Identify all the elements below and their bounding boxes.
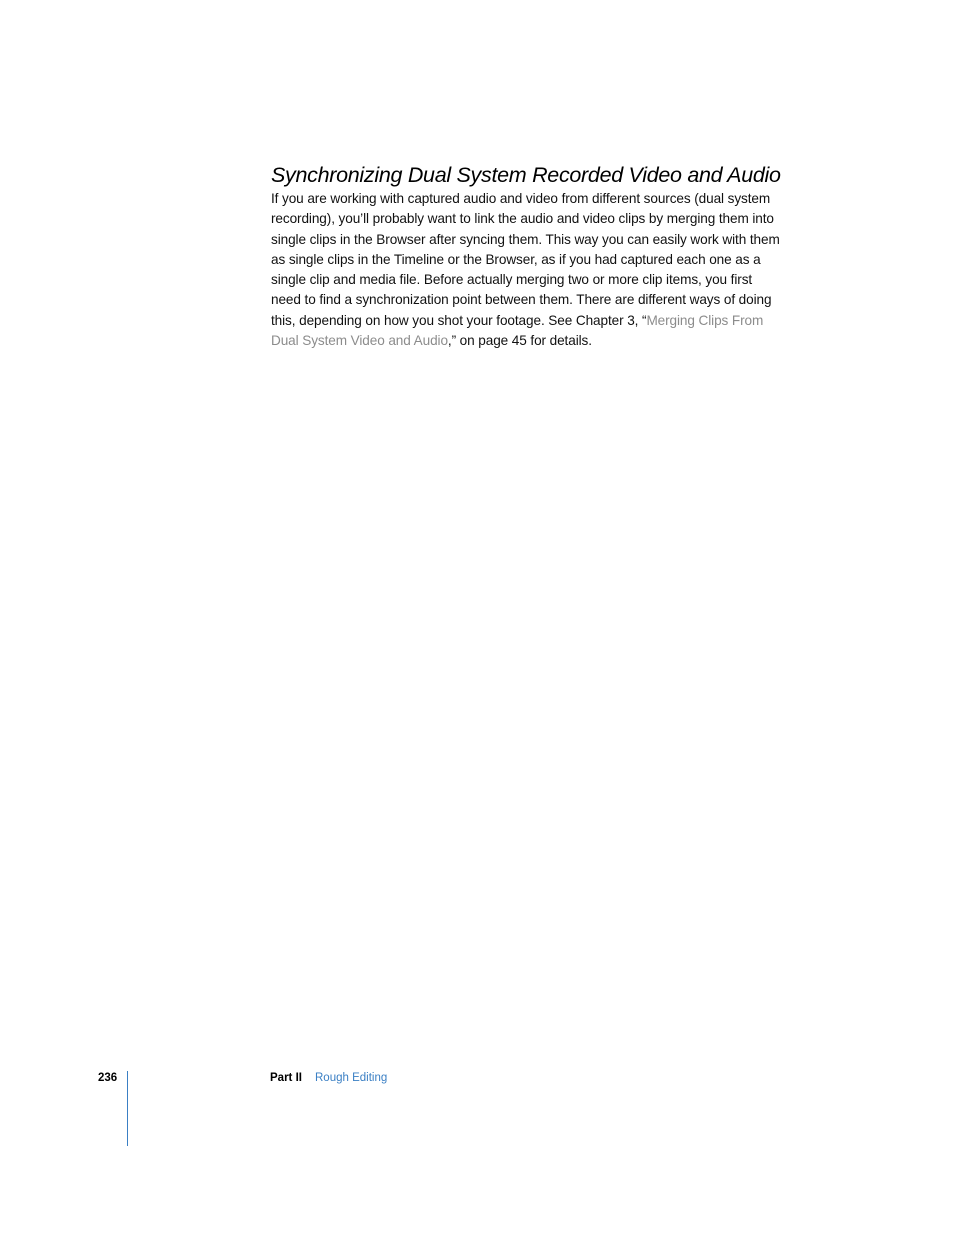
footer-divider (127, 1071, 128, 1146)
body-line: as single clips in the Timeline or the Browser, as if you had captured each one as a (271, 251, 761, 267)
part-label: Part II (270, 1072, 302, 1084)
section-title: Synchronizing Dual System Recorded Video and Audio (271, 163, 781, 187)
body-line (271, 311, 831, 331)
body-line: single clips in the Browser after syncing them. This way you can easily work with them (271, 231, 780, 247)
body-line: need to find a synchronization point between them. There are different ways of doing (271, 292, 772, 308)
body-line: single clip and media file. Before actually merging two or more clip items, you first (271, 272, 753, 288)
page-number: 236 (98, 1072, 118, 1084)
cross-reference-link[interactable]: Dual System Video and Audio (271, 333, 448, 349)
part-title: Rough Editing (315, 1072, 388, 1084)
body-line-text: this, depending on how you shot your footage. See Chapter 3, “ (271, 312, 647, 328)
body-line-text: ,” on page 45 for details. (447, 333, 592, 349)
body-line (271, 331, 831, 351)
cross-reference-link[interactable]: Merging Clips From (646, 312, 764, 328)
body-line: recording), you’ll probably want to link the audio and video clips by merging them into (271, 211, 774, 227)
body-paragraph (271, 189, 831, 351)
body-line: If you are working with captured audio and video from different sources (dual system (271, 191, 771, 206)
